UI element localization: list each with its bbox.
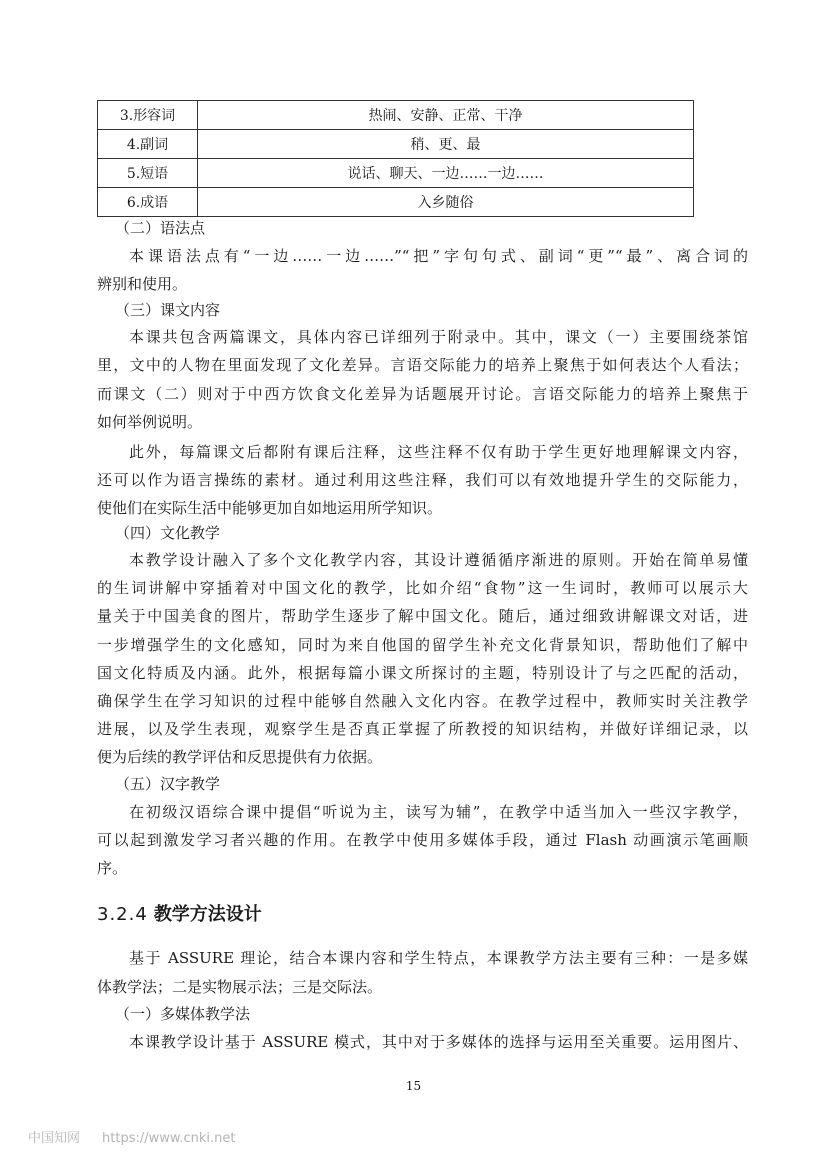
subheading-multimedia: （一）多媒体教学法 xyxy=(115,1005,251,1023)
table-cell-label: 5.短语 xyxy=(98,159,198,188)
paragraph-line: 体教学法；二是实物展示法；三是交际法。 xyxy=(97,978,383,996)
paragraph-line: 本课语法点有“一边……一边……”“把”字句句式、副词“更”“最”、离合词的 xyxy=(129,247,748,265)
table-row xyxy=(98,130,694,159)
subheading-hanzi: （五）汉字教学 xyxy=(115,775,221,793)
paragraph-line: 使他们在实际生活中能够更加自如地运用所学知识。 xyxy=(97,499,443,517)
paragraph-line: 此外，每篇课文后都附有课后注释，这些注释不仅有助于学生更好地理解课文内容， xyxy=(129,443,748,461)
vocabulary-table xyxy=(97,100,694,217)
table-cell-content: 稍、更、最 xyxy=(198,130,694,159)
paragraph-line: 基于 ASSURE 理论，结合本课内容和学生特点，本课教学方法主要有三种：一是多媒 xyxy=(129,949,748,967)
paragraph-line: 还可以作为语言操练的素材。通过利用这些注释，我们可以有效地提升学生的交际能力， xyxy=(97,471,748,489)
table-cell-content: 热闹、安静、正常、干净 xyxy=(198,101,694,130)
section-title: 教学方法设计 xyxy=(153,904,262,925)
watermark-url: https://www.cnki.net xyxy=(102,1131,236,1146)
paragraph-line: 一步增强学生的文化感知，同时为来自他国的留学生补充文化背景知识，帮助他们了解中 xyxy=(97,636,748,654)
paragraph-line: 在初级汉语综合课中提倡“听说为主，读写为辅”，在教学中适当加入一些汉字教学， xyxy=(129,803,748,821)
table-row xyxy=(98,101,694,130)
subheading-grammar: （二）语法点 xyxy=(115,219,206,237)
subheading-content: （三）课文内容 xyxy=(115,301,221,319)
paragraph-line: 本课共包含两篇课文，具体内容已详细列于附录中。其中，课文（一）主要围绕茶馆 xyxy=(129,328,748,346)
subheading-culture: （四）文化教学 xyxy=(115,524,221,542)
paragraph-line: 里，文中的人物在里面发现了文化差异。言语交际能力的培养上聚焦于如何表达个人看法； xyxy=(97,356,748,374)
section-number: 3.2.4 xyxy=(97,904,148,925)
table-cell-label: 4.副词 xyxy=(98,130,198,159)
paragraph-line: 确保学生在学习知识的过程中能够自然融入文化内容。在教学过程中，教师实时关注教学 xyxy=(97,692,748,710)
paragraph-line: 的生词讲解中穿插着对中国文化的教学，比如介绍“食物”这一生词时，教师可以展示大 xyxy=(97,579,748,597)
cnki-watermark xyxy=(28,1127,235,1146)
table-cell-content: 说话、聊天、一边……一边…… xyxy=(198,159,694,188)
paragraph-line: 可以起到激发学习者兴趣的作用。在教学中使用多媒体手段，通过 Flash 动画演示笔画顺 xyxy=(97,831,748,849)
section-heading xyxy=(97,903,262,927)
paragraph-line: 辨别和使用。 xyxy=(97,275,188,293)
paragraph-line: 而课文（二）则对于中西方饮食文化差异为话题展开讨论。言语交际能力的培养上聚焦于 xyxy=(97,385,748,403)
paragraph-line: 本课教学设计基于 ASSURE 模式，其中对于多媒体的选择与运用至关重要。运用图片、 xyxy=(129,1033,748,1051)
paragraph-line: 进展，以及学生表现，观察学生是否真正掌握了所教授的知识结构，并做好详细记录，以 xyxy=(97,720,748,738)
paragraph-line: 量关于中国美食的图片，帮助学生逐步了解中国文化。随后，通过细致讲解课文对话，进 xyxy=(97,607,748,625)
paragraph-line: 国文化特质及内涵。此外，根据每篇小课文所探讨的主题，特别设计了与之匹配的活动， xyxy=(97,664,748,682)
paragraph-line: 如何举例说明。 xyxy=(97,413,203,431)
table-cell-label: 3.形容词 xyxy=(98,101,198,130)
table-row xyxy=(98,188,694,217)
table-row xyxy=(98,159,694,188)
paragraph-line: 本教学设计融入了多个文化教学内容，其设计遵循循序渐进的原则。开始在简单易懂 xyxy=(129,551,748,569)
paragraph-line: 便为后续的教学评估和反思提供有力依据。 xyxy=(97,748,383,766)
paragraph-line: 序。 xyxy=(97,859,128,877)
watermark-name: 中国知网 xyxy=(28,1131,81,1146)
page-number: 15 xyxy=(405,1079,422,1093)
table-cell-label: 6.成语 xyxy=(98,188,198,217)
table-cell-content: 入乡随俗 xyxy=(198,188,694,217)
